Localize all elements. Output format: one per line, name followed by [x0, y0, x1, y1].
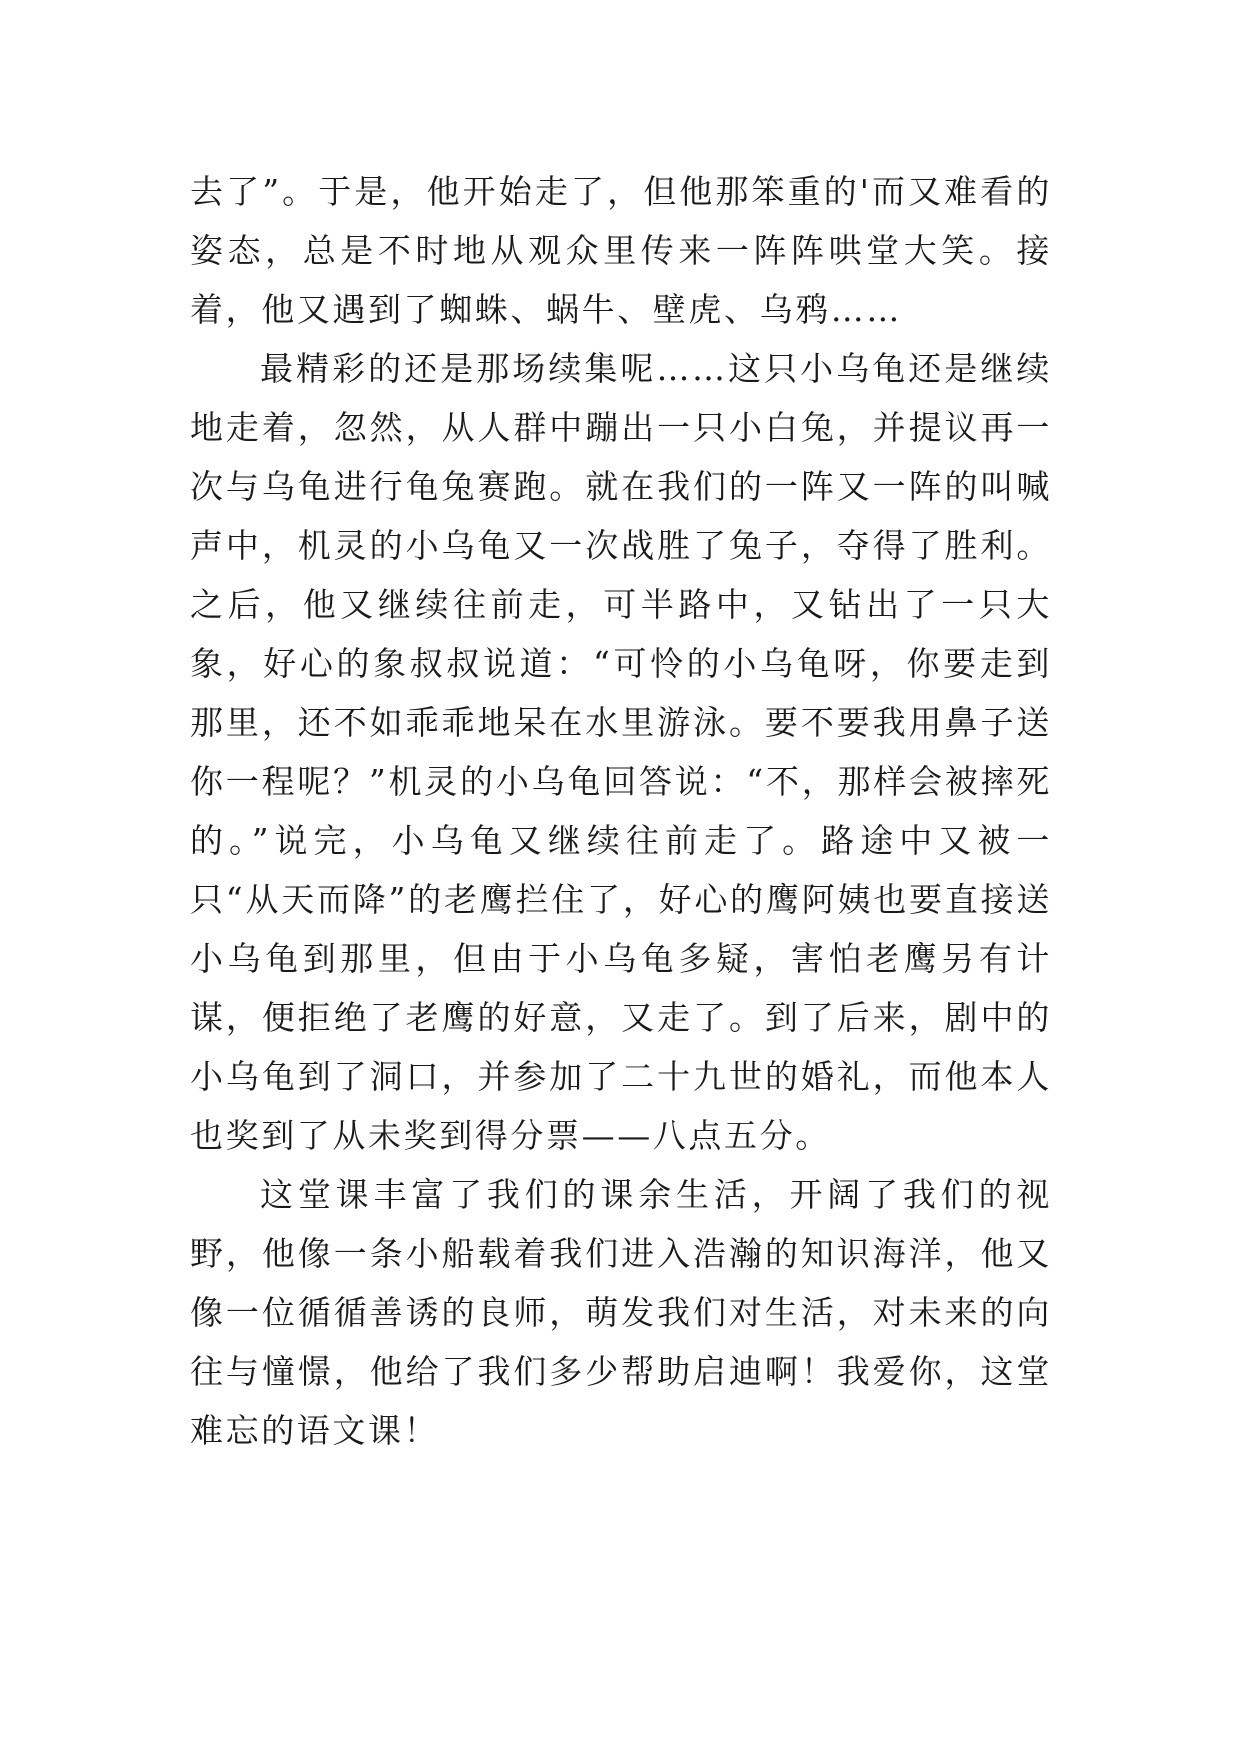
paragraph-2: 最精彩的还是那场续集呢……这只小乌龟还是继续地走着，忽然，从人群中蹦出一只小白兔，并提议再一次与乌龟进行龟兔赛跑。就在我们的一阵又一阵的叫喊声中，机灵的小乌龟又一次战胜了兔子，夺得了胜利。之后，他又继续往前走，可半路中，又钻出了一只大象，好心的象叔叔说道：“可怜的小乌龟呀，你要走到那里，还不如乖乖地呆在水里游泳。要不要我用鼻子送你一程呢？”机灵的小乌龟回答说：“不，那样会被摔死的。”说完，小乌龟又继续往前走了。路途中又被一只“从天而降”的老鹰拦住了，好心的鹰阿姨也要直接送小乌龟到那里，但由于小乌龟多疑，害怕老鹰另有计谋，便拒绝了老鹰的好意，又走了。到了后来，剧中的小乌龟到了洞口，并参加了二十九世的婚礼，而他本人也奖到了从未奖到得分票——八点五分。	[190, 349, 1052, 1155]
body-text	[190, 162, 1052, 1460]
paragraph-1: 去了”。于是，他开始走了，但他那笨重的'而又难看的姿态，总是不时地从观众里传来一阵阵哄堂大笑。接着，他又遇到了蜘蛛、蜗牛、壁虎、乌鸦……	[190, 172, 1052, 329]
paragraph-3: 这堂课丰富了我们的课余生活，开阔了我们的视野，他像一条小船载着我们进入浩瀚的知识海洋，他又像一位循循善诱的良师，萌发我们对生活，对未来的向往与憧憬，他给了我们多少帮助启迪啊！我爱你，这堂难忘的语文课！	[190, 1175, 1052, 1450]
